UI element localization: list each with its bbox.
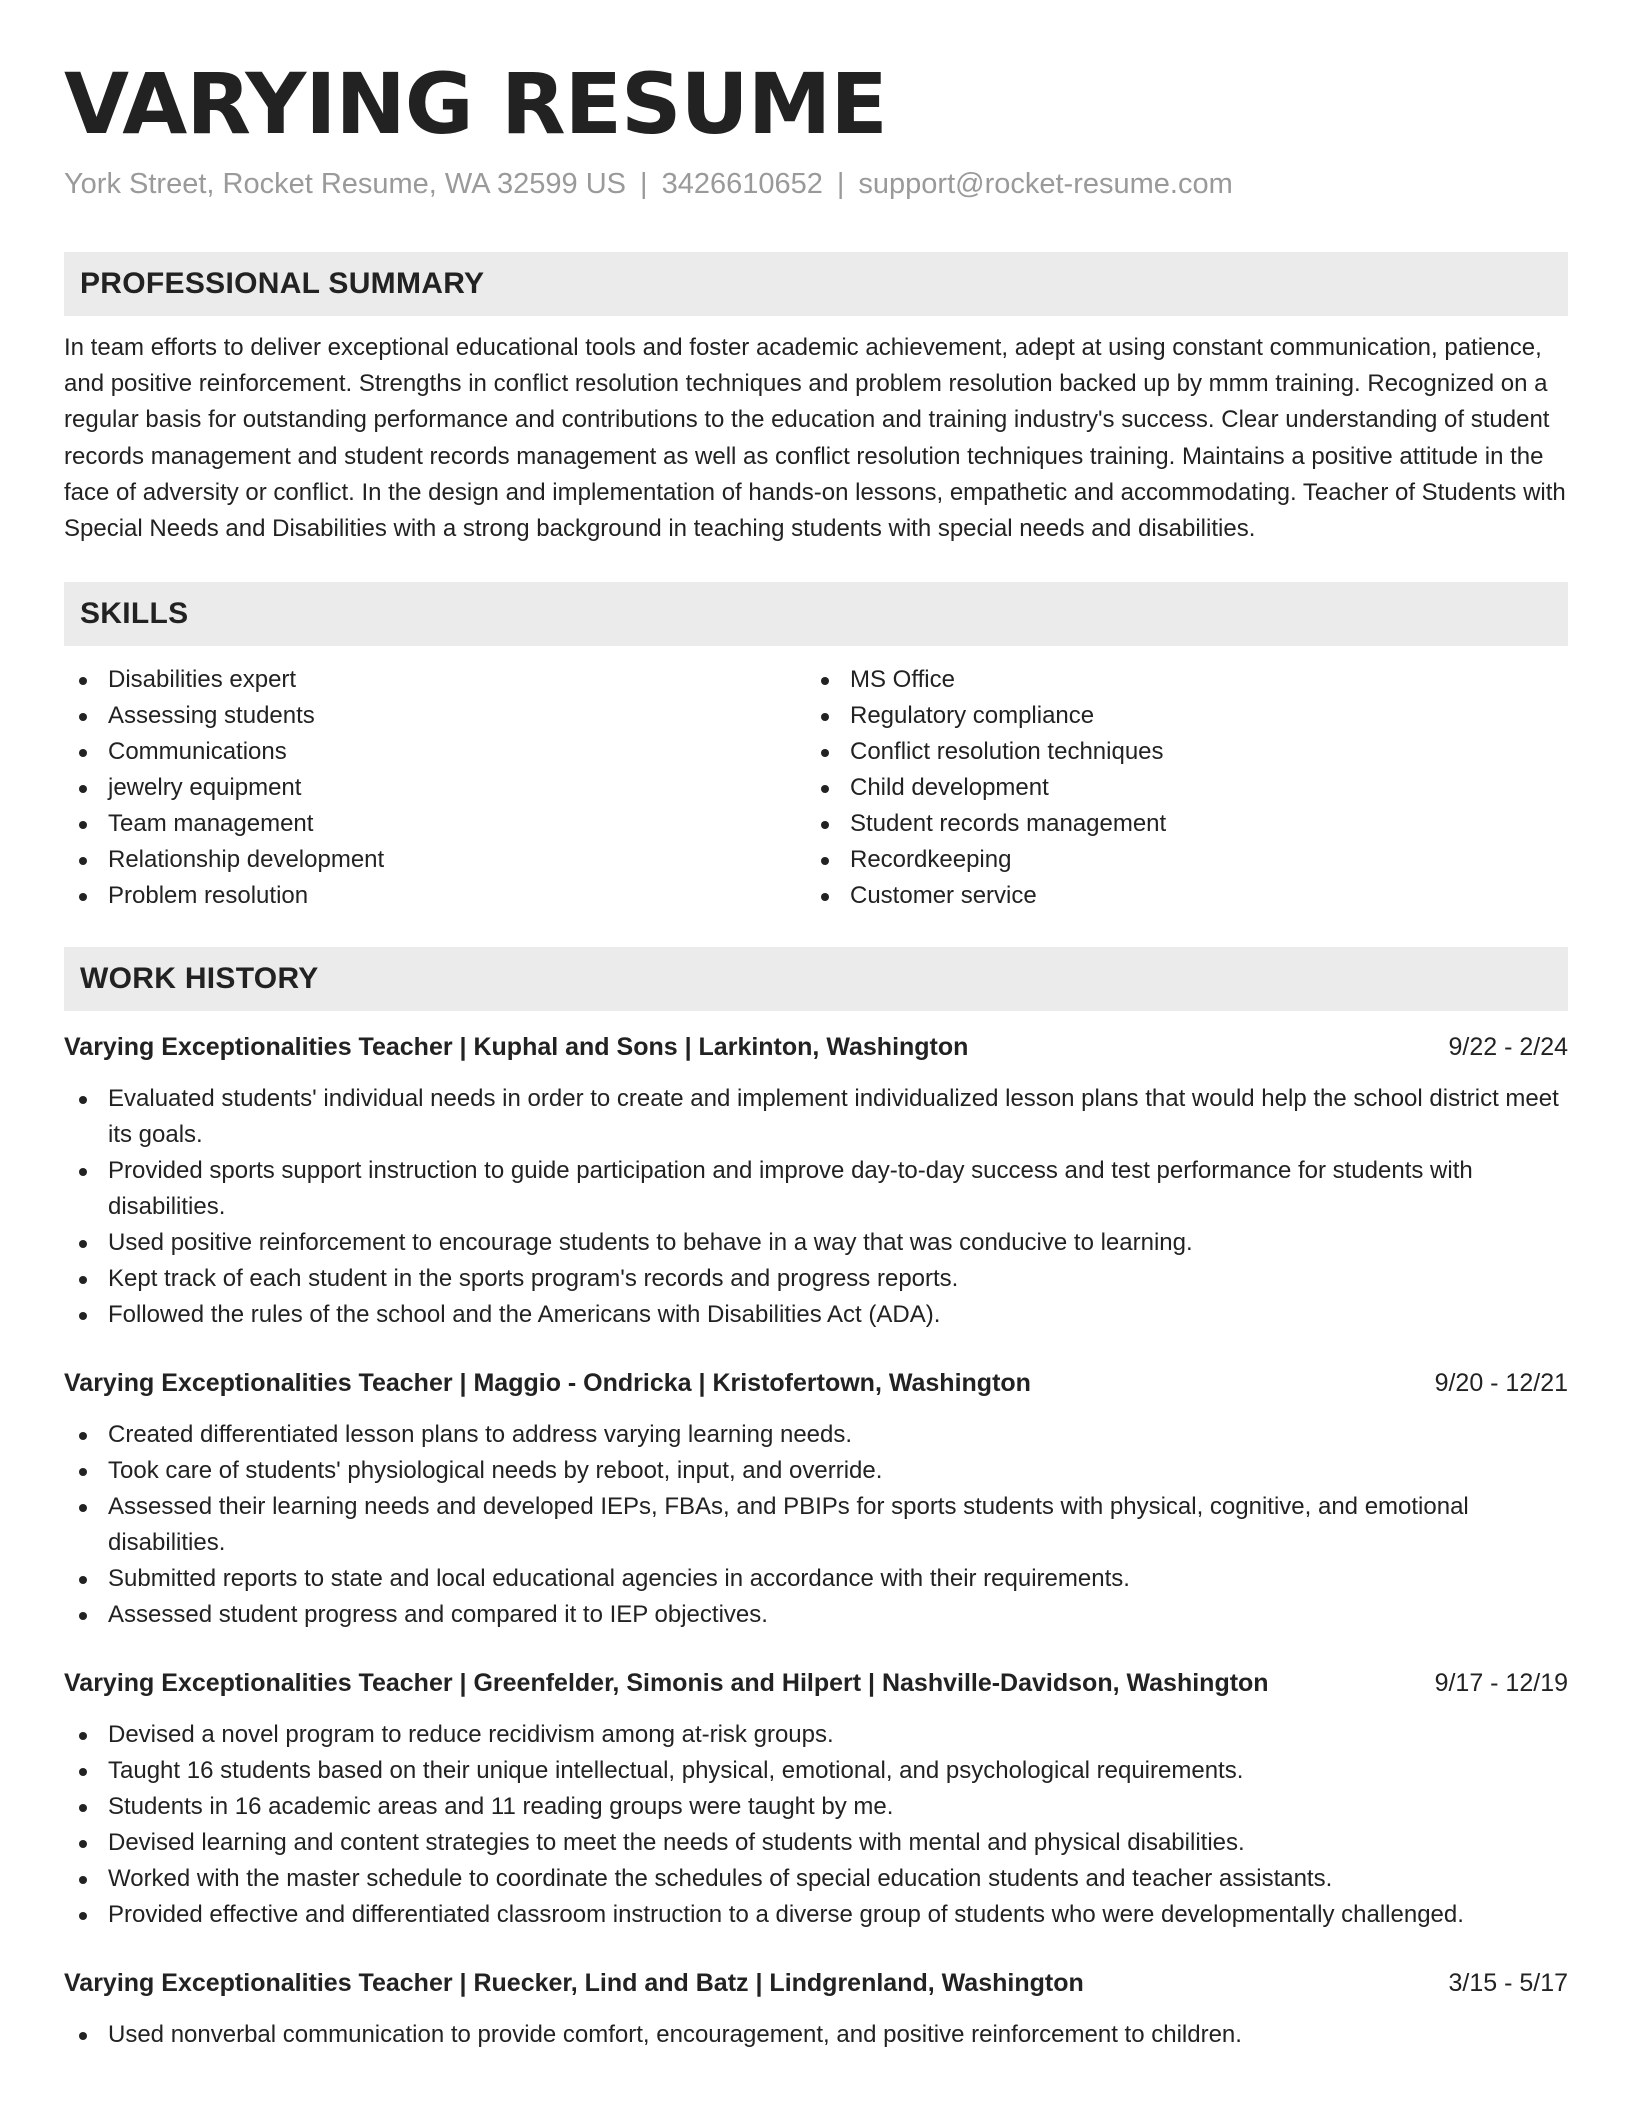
summary-text: In team efforts to deliver exceptional educational tools and foster academic achievement, adept at using constant communication, patience, and positive reinforcement. Strengths in conflict resolution techniques and problem resolution backed up by mmm training. Recognized on a regular basis for outstanding performance and contributions to the education and training industry's success. Clear understanding of student records management and student records management as well as conflict resolution techniques training. Maintains a positive attitude in the face of adversity or conflict. In the design and implementation of hands-on lessons, empathetic and accommodating. Teacher of Students with Special Needs and Disabilities with a strong background in teaching students with special needs and disabilities. (64, 334, 1566, 543)
skill-item: Problem resolution (64, 878, 806, 914)
skill-item: Assessing students (64, 698, 806, 734)
job-bullet: Submitted reports to state and local educational agencies in accordance with their requirements. (64, 1561, 1568, 1597)
contact-phone: 3426610652 (661, 168, 823, 200)
skill-item: Regulatory compliance (806, 698, 1548, 734)
job-bullets (64, 1717, 1568, 1933)
skill-item: Customer service (806, 878, 1548, 914)
skill-item: Student records management (806, 806, 1548, 842)
resume-page (64, 56, 1568, 2053)
skill-item: Conflict resolution techniques (806, 734, 1548, 770)
work-history-list (64, 1029, 1568, 2053)
job-bullet: Evaluated students' individual needs in order to create and implement individualized lesson plans that would help the school district meet its goals. (64, 1081, 1568, 1153)
job-bullet: Students in 16 academic areas and 11 reading groups were taught by me. (64, 1789, 1568, 1825)
contact-email: support@rocket-resume.com (858, 168, 1233, 200)
job-bullet: Used positive reinforcement to encourage students to behave in a way that was conducive to learning. (64, 1225, 1568, 1261)
job-entry (64, 1029, 1568, 1333)
section-heading-skills: SKILLS (64, 582, 1568, 646)
job-header (64, 1029, 1568, 1065)
job-bullet: Used nonverbal communication to provide comfort, encouragement, and positive reinforcement to children. (64, 2017, 1568, 2053)
skill-item: Communications (64, 734, 806, 770)
job-header (64, 1365, 1568, 1401)
resume-name: VARYING RESUME (64, 55, 887, 153)
job-entry (64, 1365, 1568, 1633)
job-header (64, 1965, 1568, 2001)
skills-column-left (64, 662, 806, 914)
job-bullet: Worked with the master schedule to coordinate the schedules of special education students and teacher assistants. (64, 1861, 1568, 1897)
contact-address: York Street, Rocket Resume, WA 32599 US (64, 168, 627, 200)
skills-column-right (806, 662, 1548, 914)
skill-item: Child development (806, 770, 1548, 806)
job-bullet: Followed the rules of the school and the Americans with Disabilities Act (ADA). (64, 1297, 1568, 1333)
job-title: Varying Exceptionalities Teacher | Greenfelder, Simonis and Hilpert | Nashville-Davidson, Washington (64, 1669, 1269, 1698)
skills-list (64, 662, 1568, 914)
job-bullets (64, 2017, 1568, 2053)
contact-line (64, 164, 1568, 204)
contact-separator: | (640, 168, 648, 200)
job-bullet: Taught 16 students based on their unique intellectual, physical, emotional, and psychological requirements. (64, 1753, 1568, 1789)
section-heading-work-history: WORK HISTORY (64, 947, 1568, 1011)
job-title: Varying Exceptionalities Teacher | Ruecker, Lind and Batz | Lindgrenland, Washington (64, 1969, 1084, 1998)
job-bullets (64, 1081, 1568, 1333)
job-dates: 3/15 - 5/17 (1448, 1969, 1568, 1998)
skill-item: MS Office (806, 662, 1548, 698)
skill-item: Recordkeeping (806, 842, 1548, 878)
skill-item: Disabilities expert (64, 662, 806, 698)
job-bullet: Devised a novel program to reduce recidivism among at-risk groups. (64, 1717, 1568, 1753)
job-bullet: Provided sports support instruction to guide participation and improve day-to-day success and test performance for students with disabilities. (64, 1153, 1568, 1225)
job-bullet: Provided effective and differentiated classroom instruction to a diverse group of students who were developmentally challenged. (64, 1897, 1568, 1933)
job-dates: 9/20 - 12/21 (1434, 1369, 1568, 1398)
job-bullet: Kept track of each student in the sports program's records and progress reports. (64, 1261, 1568, 1297)
job-entry (64, 1665, 1568, 1933)
job-dates: 9/22 - 2/24 (1448, 1033, 1568, 1062)
job-bullet: Created differentiated lesson plans to address varying learning needs. (64, 1417, 1568, 1453)
job-dates: 9/17 - 12/19 (1434, 1669, 1568, 1698)
skill-item: jewelry equipment (64, 770, 806, 806)
job-title: Varying Exceptionalities Teacher | Kuphal and Sons | Larkinton, Washington (64, 1033, 969, 1062)
job-bullet: Assessed their learning needs and developed IEPs, FBAs, and PBIPs for sports students with physical, cognitive, and emotional disabilities. (64, 1489, 1568, 1561)
job-bullet: Assessed student progress and compared it to IEP objectives. (64, 1597, 1568, 1633)
job-bullets (64, 1417, 1568, 1633)
job-header (64, 1665, 1568, 1701)
section-heading-summary: PROFESSIONAL SUMMARY (64, 252, 1568, 316)
contact-separator: | (836, 168, 845, 200)
job-entry (64, 1965, 1568, 2053)
skill-item: Team management (64, 806, 806, 842)
skill-item: Relationship development (64, 842, 806, 878)
job-bullet: Took care of students' physiological needs by reboot, input, and override. (64, 1453, 1568, 1489)
job-bullet: Devised learning and content strategies to meet the needs of students with mental and physical disabilities. (64, 1825, 1568, 1861)
job-title: Varying Exceptionalities Teacher | Maggio - Ondricka | Kristofertown, Washington (64, 1369, 1031, 1398)
